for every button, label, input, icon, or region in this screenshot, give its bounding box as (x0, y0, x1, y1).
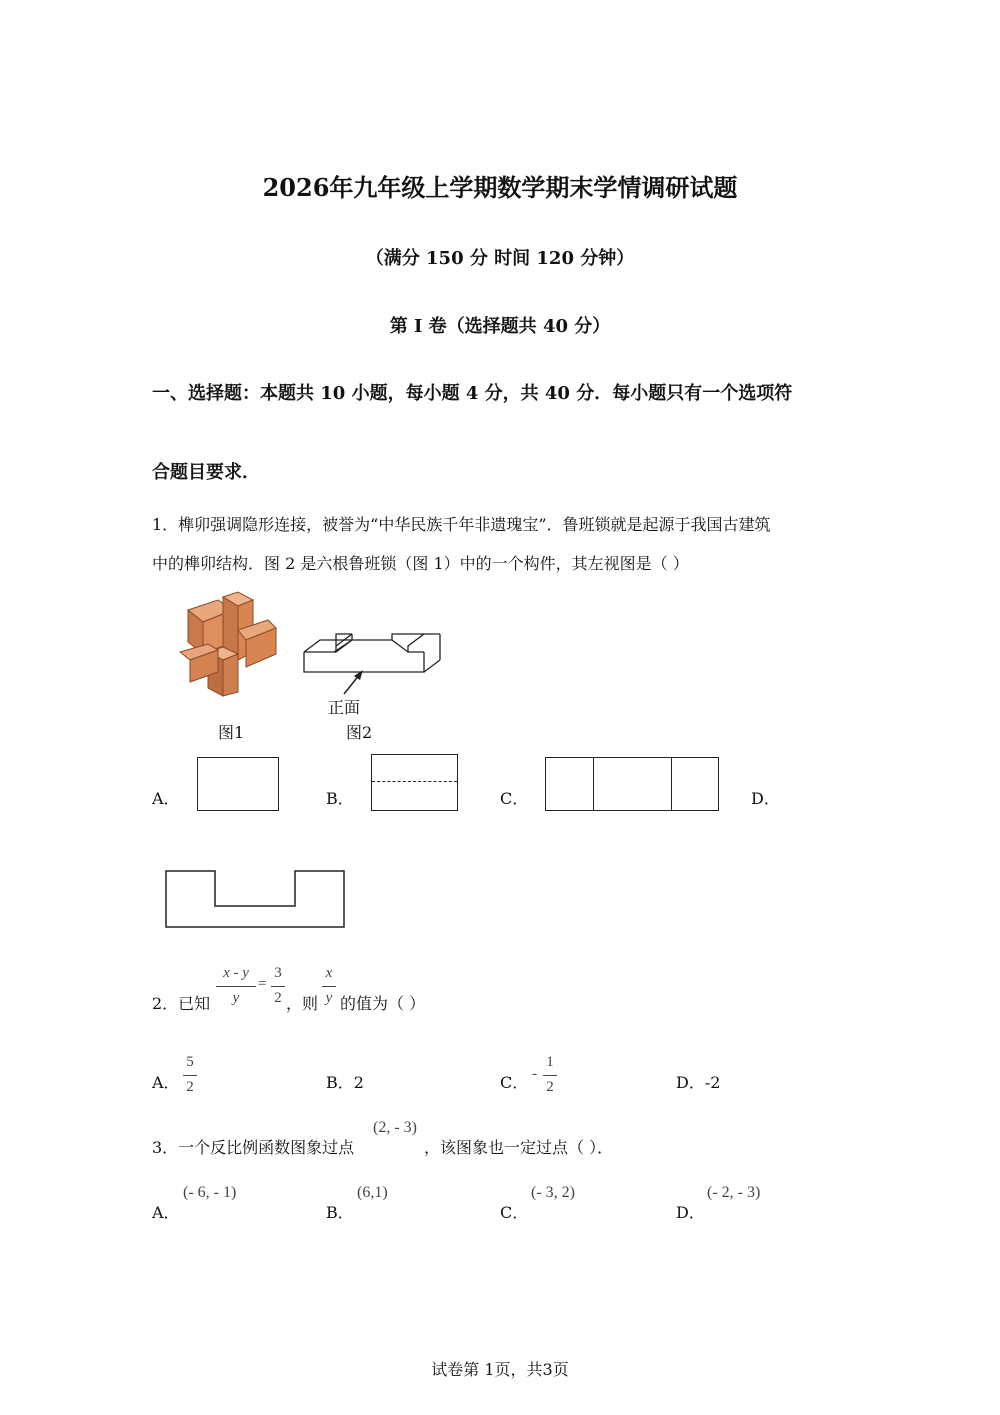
q3-prefix: 3．一个反比例函数图象过点 (152, 1138, 355, 1157)
q2-eq-denominator: y (232, 990, 240, 1006)
q1-option-d-label[interactable]: D． (751, 789, 780, 808)
q3-option-c-label[interactable]: C． (500, 1203, 529, 1222)
q2-option-a-numerator: 5 (186, 1054, 194, 1070)
q2-rhs-numerator: 3 (274, 965, 282, 981)
q2-eq-sign: = (258, 976, 267, 992)
q2-rhs-denominator: 2 (274, 990, 282, 1006)
q3-option-c-value[interactable]: (- 3, 2) (531, 1184, 575, 1201)
q2-option-a-fraction-bar (183, 1075, 197, 1076)
q2-suffix: 的值为（ ） (340, 994, 426, 1013)
exam-title: 2026年九年级上学期数学期末学情调研试题 (262, 173, 738, 202)
q1-option-b-figure[interactable] (371, 754, 458, 811)
q3-option-a-value[interactable]: (- 6, - 1) (183, 1184, 237, 1201)
component-drawing (300, 630, 445, 700)
q2-ask-fraction-bar (322, 986, 336, 987)
q2-rhs-fraction-bar (271, 986, 285, 987)
q3-option-b-value[interactable]: (6,1) (357, 1184, 388, 1201)
front-label: 正面 (328, 698, 361, 717)
q1-option-d-figure[interactable] (165, 870, 347, 930)
q1-option-b-label[interactable]: B． (326, 789, 354, 808)
q3-option-d-value[interactable]: (- 2, - 3) (707, 1184, 761, 1201)
section-heading-line2: 合题目要求． (152, 462, 260, 483)
q1-option-c-figure[interactable] (545, 757, 719, 811)
q1-option-a-label[interactable]: A． (152, 789, 180, 808)
page-footer: 试卷第 1页，共3页 (431, 1360, 569, 1379)
q2-option-c-sign: - (532, 1066, 537, 1082)
fig1-label: 图1 (218, 723, 245, 742)
q2-option-d[interactable]: D．-2 (676, 1073, 721, 1092)
q3-point: (2, - 3) (373, 1119, 417, 1136)
q2-option-c-denominator: 2 (546, 1079, 554, 1095)
q1-text-line1: 1．榫卯强调隐形连接，被誉为“中华民族千年非遗瑰宝”．鲁班锁就是起源于我国古建筑 (152, 515, 771, 534)
q3-option-a-label[interactable]: A． (152, 1203, 180, 1222)
q2-eq-fraction-bar (216, 986, 256, 987)
q2-option-c-numerator: 1 (546, 1054, 554, 1070)
q1-option-a-figure[interactable] (197, 757, 279, 811)
q2-prefix: 2．已知 (152, 994, 211, 1013)
q2-option-a-denominator: 2 (186, 1079, 194, 1095)
q2-mid-text: ，则 (286, 994, 319, 1013)
q1-option-c-label[interactable]: C． (500, 789, 529, 808)
q2-eq-numerator: x - y (223, 965, 249, 981)
q2-ask-denominator: y (325, 990, 333, 1006)
q2-option-b[interactable]: B．2 (326, 1073, 364, 1092)
q2-option-c-label[interactable]: C． (500, 1073, 529, 1092)
section-heading-line1: 一、选择题：本题共 10 小题，每小题 4 分，共 40 分．每小题只有一个选项符 (152, 383, 793, 404)
fig2-label: 图2 (346, 723, 373, 742)
exam-subtitle: （满分 150 分 时间 120 分钟） (365, 248, 635, 269)
volume-heading: 第 I 卷（选择题共 40 分） (389, 316, 611, 337)
q1-text-line2: 中的榫卯结构．图 2 是六根鲁班锁（图 1）中的一个构件，其左视图是（ ） (152, 554, 689, 573)
luban-lock-image (178, 592, 278, 697)
q2-option-c-fraction-bar (543, 1075, 557, 1076)
front-arrow-icon (340, 668, 370, 696)
q3-option-b-label[interactable]: B． (326, 1203, 354, 1222)
q2-ask-numerator: x (325, 965, 333, 981)
q3-option-d-label[interactable]: D． (676, 1203, 705, 1222)
q3-suffix: ，该图象也一定过点（ ）． (424, 1138, 614, 1157)
q2-option-a-label[interactable]: A． (152, 1073, 180, 1092)
